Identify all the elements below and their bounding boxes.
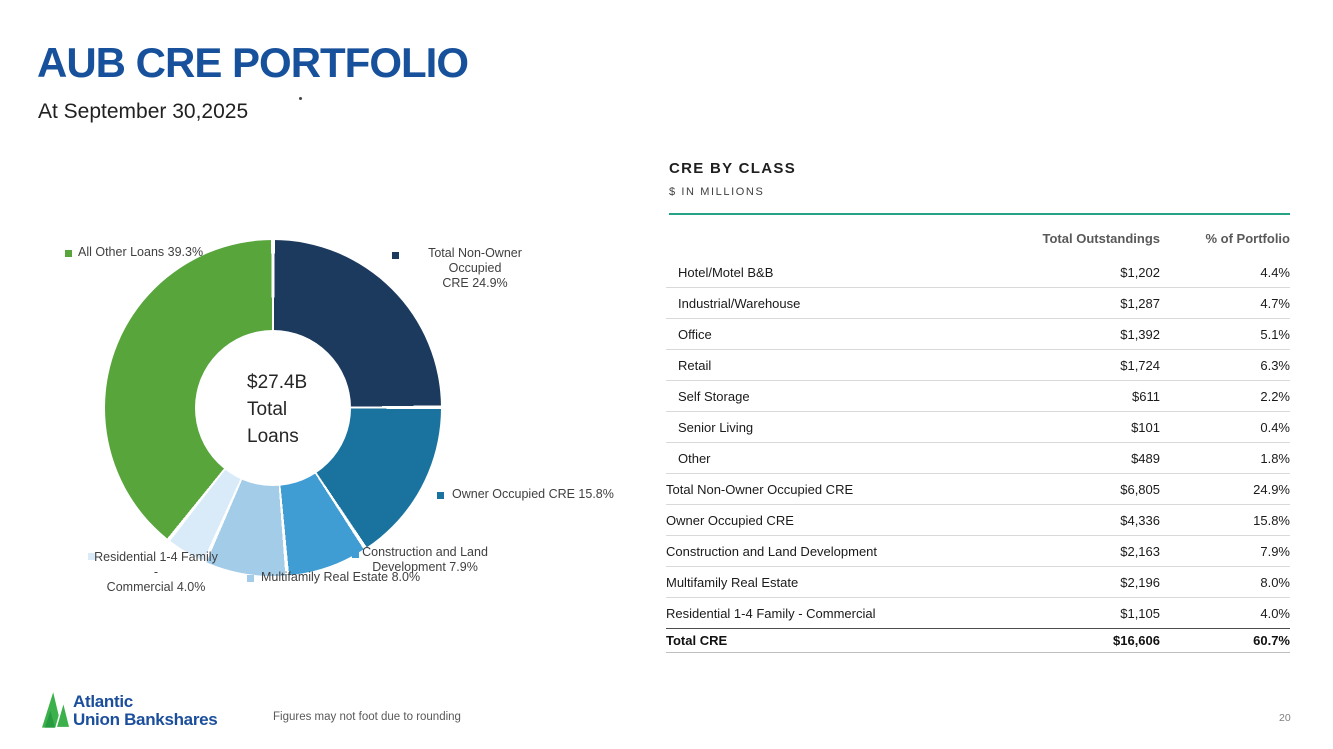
row-outstandings: $489 (1131, 450, 1160, 466)
legend-non-owner-cre (400, 246, 550, 291)
cre-table (666, 257, 1290, 653)
table-header-row (666, 231, 1290, 246)
row-pct: 4.0% (1260, 605, 1290, 621)
header-total-outstandings: Total Outstandings (1042, 231, 1160, 246)
row-pct: 24.9% (1253, 481, 1290, 497)
legend-marker-multifamily (247, 575, 254, 582)
center-line-1: $27.4B (247, 372, 308, 393)
row-outstandings: $1,202 (1120, 264, 1160, 280)
row-outstandings: $1,287 (1120, 295, 1160, 311)
row-label: Retail (678, 357, 712, 373)
legend-label-line2: Development 7.9% (372, 560, 478, 574)
row-pct: 5.1% (1260, 326, 1290, 342)
row-label: Construction and Land Development (666, 543, 878, 559)
row-outstandings: $1,724 (1120, 357, 1160, 373)
row-outstandings: $6,805 (1120, 481, 1160, 497)
table-row (666, 443, 1290, 474)
legend-owner-occupied-cre (452, 487, 614, 502)
legend-label-line1: Construction and Land (362, 545, 488, 559)
footnote: Figures may not foot due to rounding (273, 711, 461, 723)
table-row-total (666, 628, 1290, 653)
company-logo (42, 690, 217, 728)
row-label: Owner Occupied CRE (666, 512, 794, 528)
row-label: Hotel/Motel B&B (678, 264, 774, 280)
row-label: Industrial/Warehouse (678, 295, 801, 311)
center-line-2: Total (247, 399, 288, 420)
legend-all-other-loans (78, 245, 203, 260)
row-pct: 1.8% (1260, 450, 1290, 466)
row-pct: 8.0% (1260, 574, 1290, 590)
legend-marker-non-owner-cre (392, 252, 399, 259)
row-pct: 0.4% (1260, 419, 1290, 435)
row-outstandings: $101 (1131, 419, 1160, 435)
header-pct-of-portfolio: % of Portfolio (1205, 231, 1290, 246)
row-pct: 60.7% (1253, 633, 1290, 648)
row-outstandings: $1,105 (1120, 605, 1160, 621)
row-outstandings: $4,336 (1120, 512, 1160, 528)
table-row (666, 598, 1290, 628)
page-title: AUB CRE PORTFOLIO (37, 39, 468, 86)
row-outstandings: $2,163 (1120, 543, 1160, 559)
row-label: Other (678, 450, 711, 466)
row-label: Residential 1-4 Family - Commercial (666, 605, 876, 621)
row-pct: 15.8% (1253, 512, 1290, 528)
table-row (666, 319, 1290, 350)
legend-label: All Other Loans 39.3% (78, 245, 204, 259)
center-line-3: Loans (247, 426, 299, 447)
table-row (666, 474, 1290, 505)
donut-center-label (247, 369, 307, 450)
teal-divider (669, 213, 1290, 215)
row-pct: 2.2% (1260, 388, 1290, 404)
legend-multifamily (261, 570, 420, 585)
row-label: Senior Living (678, 419, 754, 435)
table-row (666, 257, 1290, 288)
legend-label-line1: Total Non-Owner Occupied (428, 246, 522, 275)
row-label: Multifamily Real Estate (666, 574, 799, 590)
row-pct: 4.4% (1260, 264, 1290, 280)
legend-label-line2: Commercial 4.0% (106, 580, 206, 594)
page-subtitle: At September 30,2025 (38, 100, 249, 123)
row-label: Total Non-Owner Occupied CRE (666, 481, 854, 497)
table-row (666, 381, 1290, 412)
row-pct: 6.3% (1260, 357, 1290, 373)
logo-wordmark (73, 693, 217, 728)
row-outstandings: $1,392 (1120, 326, 1160, 342)
legend-marker-all-other-loans (65, 250, 72, 257)
legend-label: Owner Occupied CRE 15.8% (452, 487, 614, 501)
legend-marker-owner-occupied-cre (437, 492, 444, 499)
row-label: Self Storage (678, 388, 750, 404)
table-row (666, 350, 1290, 381)
row-outstandings: $611 (1132, 388, 1160, 404)
row-pct: 4.7% (1260, 295, 1290, 311)
logo-mountain-icon (42, 690, 70, 728)
legend-label: Multifamily Real Estate 8.0% (261, 570, 421, 584)
table-title: CRE BY CLASS (669, 160, 797, 177)
legend-residential (91, 550, 221, 595)
table-row (666, 505, 1290, 536)
legend-label-line2: CRE 24.9% (442, 276, 508, 290)
row-label: Office (678, 326, 712, 342)
table-row (666, 567, 1290, 598)
row-outstandings: $16,606 (1113, 633, 1160, 648)
row-outstandings: $2,196 (1120, 574, 1160, 590)
legend-label-line1: Residential 1-4 Family - (94, 550, 218, 579)
stray-dot (299, 97, 302, 100)
page-number: 20 (1279, 712, 1291, 724)
row-pct: 7.9% (1260, 543, 1290, 559)
table-row (666, 412, 1290, 443)
table-row (666, 536, 1290, 567)
table-row (666, 288, 1290, 319)
row-label: Total CRE (666, 633, 728, 648)
logo-line2: Union Bankshares (73, 709, 218, 729)
logo-line1: Atlantic (73, 692, 133, 711)
loan-portfolio-donut-chart (105, 240, 441, 576)
table-subtitle: $ IN MILLIONS (669, 186, 765, 198)
header-spacer (666, 231, 1000, 246)
